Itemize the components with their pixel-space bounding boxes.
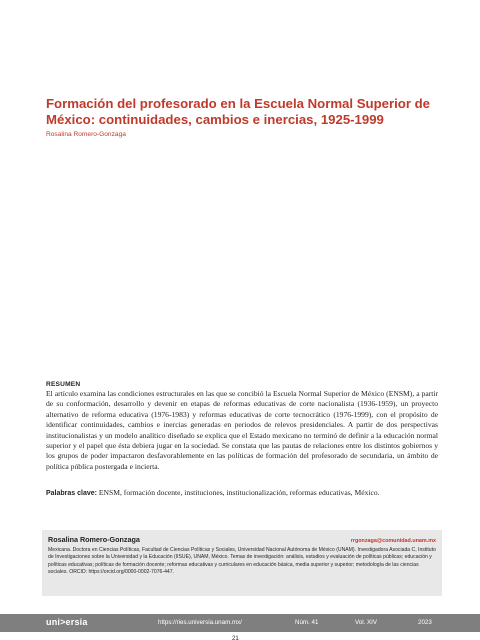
footer-volume: Vol. XIV: [355, 619, 378, 626]
author-box-name: Rosalina Romero-Gonzaga: [48, 535, 140, 544]
author-info-box: [42, 530, 442, 596]
footer-issue-number: Núm. 41: [295, 619, 319, 626]
author-email-link[interactable]: rrgonzaga@comunidad.unam.mx: [350, 538, 436, 544]
abstract-text: El artículo examina las condiciones estructurales en las que se concibió la Escuela Normal Superior de México (ENSM), a partir de su conformación, desarrollo y devenir en etapas de reformas educativas de corte nacionalista (1936-1959), un proyecto alternativo de reforma educativa (1976-1983) y reformas educativas de corte tecnocrático (1976-1999), con el propósito de identificar continuidades, cambios e inercias generadas en periodos de relevos presidenciales. A partir de dos perspectivas institucionalistas y un modelo analítico diseñado se explica que el Estado mexicano no terminó de definir a la educación normal superior y el papel que ésta debiera jugar en la sociedad. Se constata que las pautas de relaciones entre los distintos gobiernos y los grupos de poder impactaron desfavorablemente en las políticas de formación del profesorado de secundaria, un ámbito de política pública postergada e incierta.: [46, 389, 438, 471]
universia-logo: uni>ersia: [46, 617, 88, 627]
footer-url-link[interactable]: https://ries.universia.unam.mx/: [158, 619, 242, 626]
footer-year: 2023: [418, 619, 432, 626]
abstract-heading: RESUMEN: [46, 381, 81, 388]
article-author: Rosalina Romero-Gonzaga: [46, 131, 126, 138]
keywords-label: Palabras clave:: [46, 490, 97, 497]
page-footer: [0, 614, 480, 632]
keywords-section: [46, 488, 438, 499]
abstract-section: [46, 381, 438, 472]
keywords-text: ENSM, formación docente, instituciones, institucionalización, reformas educativas, México.: [98, 488, 380, 497]
author-bio: Mexicana. Doctora en Ciencias Políticas, Facultad de Ciencias Políticas y Sociales, Universidad Nacional Autónoma de México (UNAM). Investigadora Asociada C, Instituto de Investigaciones sobre la Universidad y la Educación (IISUE), UNAM, México. Temas de investigación: análisis, estudios y evaluación de políticas públicas; educación y políticas educativas; políticas de formación docente; reformas educativas y curriculares en educación básica, media superior y superior; metodología de las ciencias sociales. ORCID: https://orcid.org/0000-0002-7076-447.: [48, 547, 436, 576]
article-title: Formación del profesorado en la Escuela Normal Superior de México: continuidades, cambios e inercias, 1925-1999: [46, 96, 431, 127]
page-number: 21: [232, 636, 239, 640]
